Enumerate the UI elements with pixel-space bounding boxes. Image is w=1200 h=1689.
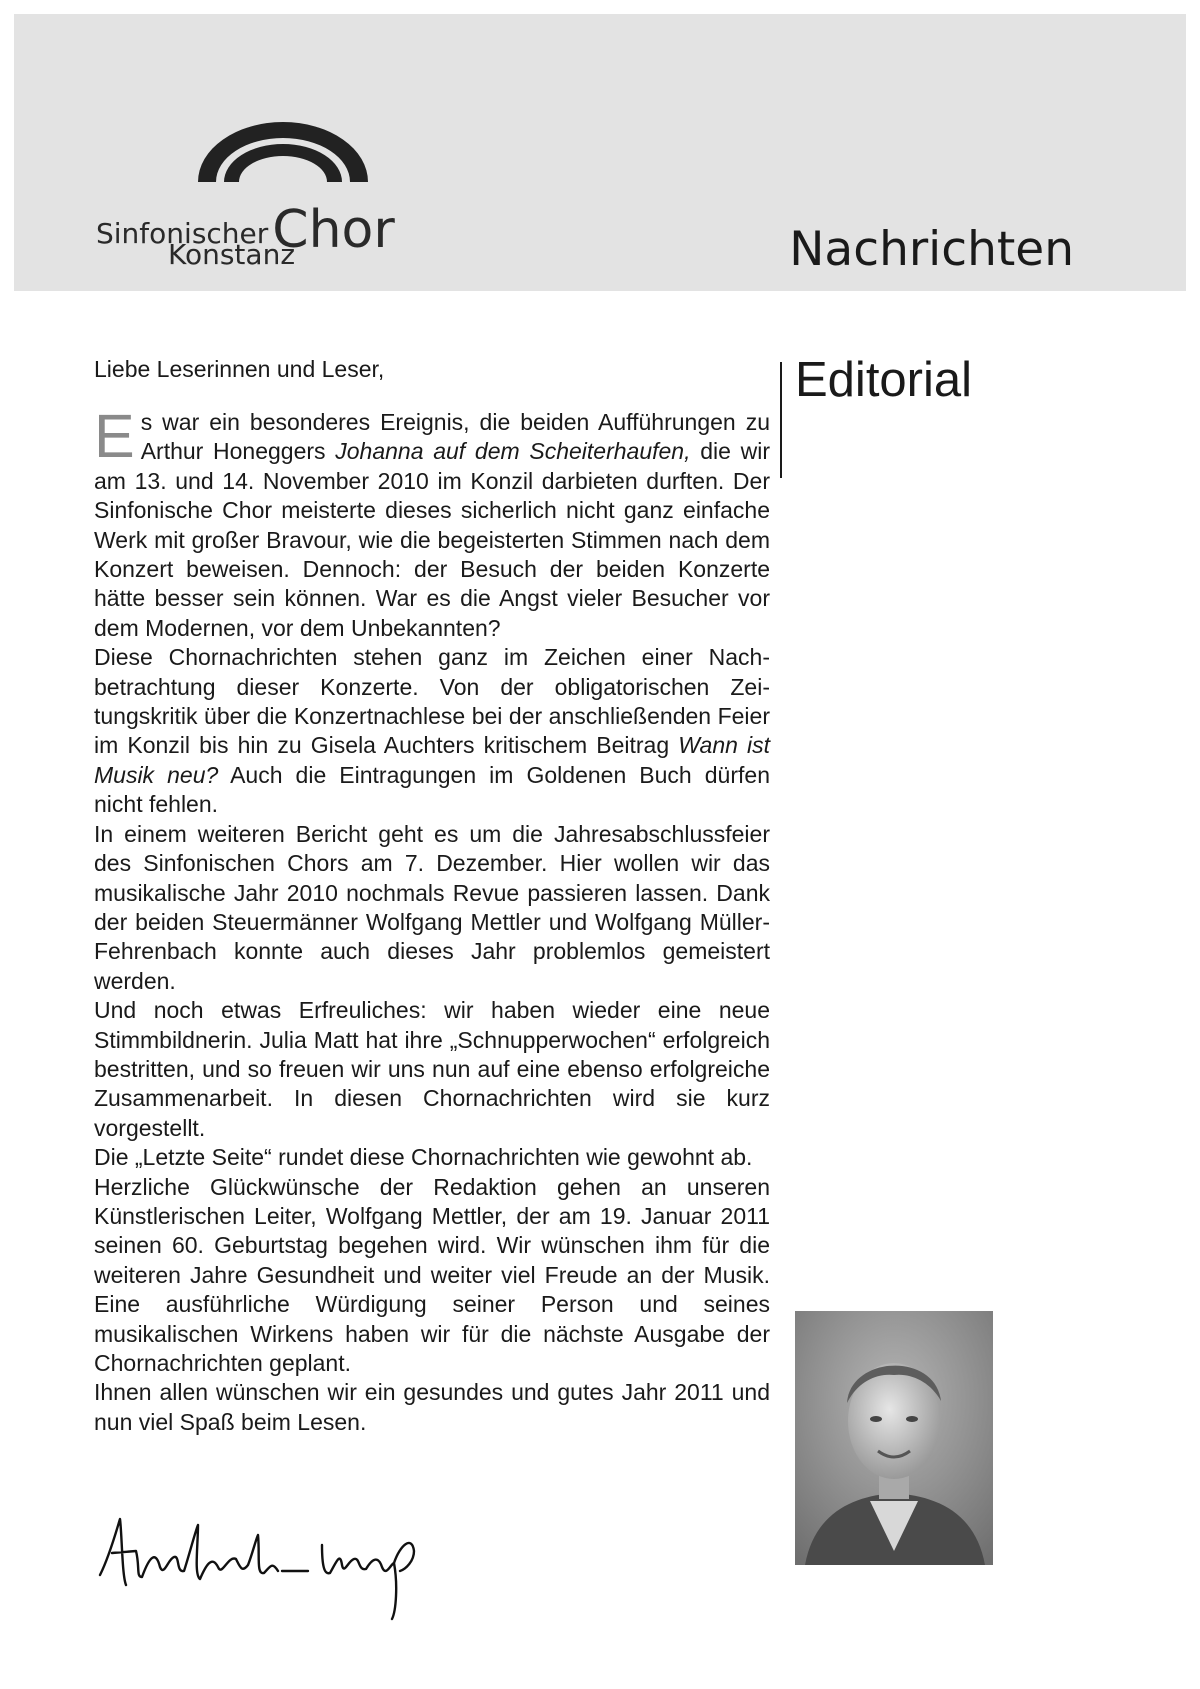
author-portrait xyxy=(795,1311,993,1565)
signature xyxy=(96,1515,436,1630)
paragraph-2 xyxy=(94,643,770,819)
paragraph-3: In einem weiteren Bericht geht es um die Jahresabschlussfeier des Sinfonischen Chors am 7. Dezember. Hier wollen wir das musikalische Jahr 2010 nochmals Revue passieren lassen. Dank der beiden Steuermänner Wolfgang Mettler und Wolfgang Müller-Fehrenbach konnte auch dieses Jahr problemlos gemeistert werden. xyxy=(94,820,770,994)
paragraph-text: die wir am 13. und 14. November 2010 im Konzil darbieten durften. Der Sinfonische Chor meisterte dieses sicherlich nicht ganz einfache Werk mit großer Bravour, wie die begeisterten Stimmen nach dem Konzert beweisen. Dennoch: der Besuch der beiden Konzerte hätte besser sein können. War es die Angst vieler Besucher vor dem Modernen, vor dem Unbekannten? xyxy=(94,438,770,641)
paragraph-4: Und noch etwas Erfreuliches: wir haben wieder eine neue Stimmbildnerin. Julia Matt hat ihre „Schnupperwochen“ erfolgreich bestritten, und so freuen wir uns nun auf eine ebenso erfolgreiche Zusammenarbeit. In diesen Chornachrichten wird sie kurz vorgestellt. xyxy=(94,997,770,1141)
handwritten-signature-icon xyxy=(96,1515,436,1625)
arch-logo-icon xyxy=(94,120,414,210)
publication-title: Nachrichten xyxy=(789,222,1074,277)
section-divider xyxy=(780,362,782,478)
section-title: Editorial xyxy=(795,353,973,407)
salutation: Liebe Leserinnen und Leser, xyxy=(94,356,385,382)
paragraph-text: Diese Chornachrichten stehen ganz im Zeichen einer Nachbetrachtung dieser Konzerte. Von der obligatorischen Zeitungskritik über die Konzertnachlese bei der anschließenden Feier im Konzil bis hin zu Gisela Auchters kritischem Beitrag xyxy=(94,644,770,759)
paragraph-1 xyxy=(94,402,770,643)
paragraph-5: Die „Letzte Seite“ rundet diese Chornachrichten wie gewohnt ab. xyxy=(94,1144,753,1171)
portrait-photo-icon xyxy=(795,1311,993,1565)
paragraph-6: Herzliche Glückwünsche der Redaktion gehen an unseren Künstlerischen Leiter, Wolfgang Mettler, der am 19. Januar 2011 seinen 60. Geburtstag begehen wird. Wir wünschen ihm für die weiteren Jahre Gesundheit und weiter viel Freude an der Musik. Eine ausführliche Würdigung seiner Person und seines musikalischen Wirkens haben wir für die nächste Ausgabe der Chornachrichten geplant. xyxy=(94,1173,770,1376)
paragraph-text: Auch die Eintragungen im Goldenen Buch dürfen nicht fehlen. xyxy=(94,761,770,818)
editorial-body xyxy=(94,402,770,1437)
work-title: Johanna auf dem Scheiterhaufen, xyxy=(335,438,691,465)
paragraph-text: s war ein besonderes Ereignis, die beiden Aufführungen zu Arthur Honeggers xyxy=(140,409,770,465)
drop-cap: E xyxy=(94,402,135,470)
article-title: Wann ist Musik neu? xyxy=(94,732,770,788)
paragraph-7: Ihnen allen wünschen wir ein gesundes und gutes Jahr 2011 und nun viel Spaß beim Lesen. xyxy=(94,1379,770,1435)
choir-logo xyxy=(94,120,414,270)
logo-word-sinfonischer: Sinfonischer xyxy=(96,217,269,250)
logo-word-konstanz: Konstanz xyxy=(168,238,296,271)
logo-word-chor: Chor xyxy=(272,200,395,260)
